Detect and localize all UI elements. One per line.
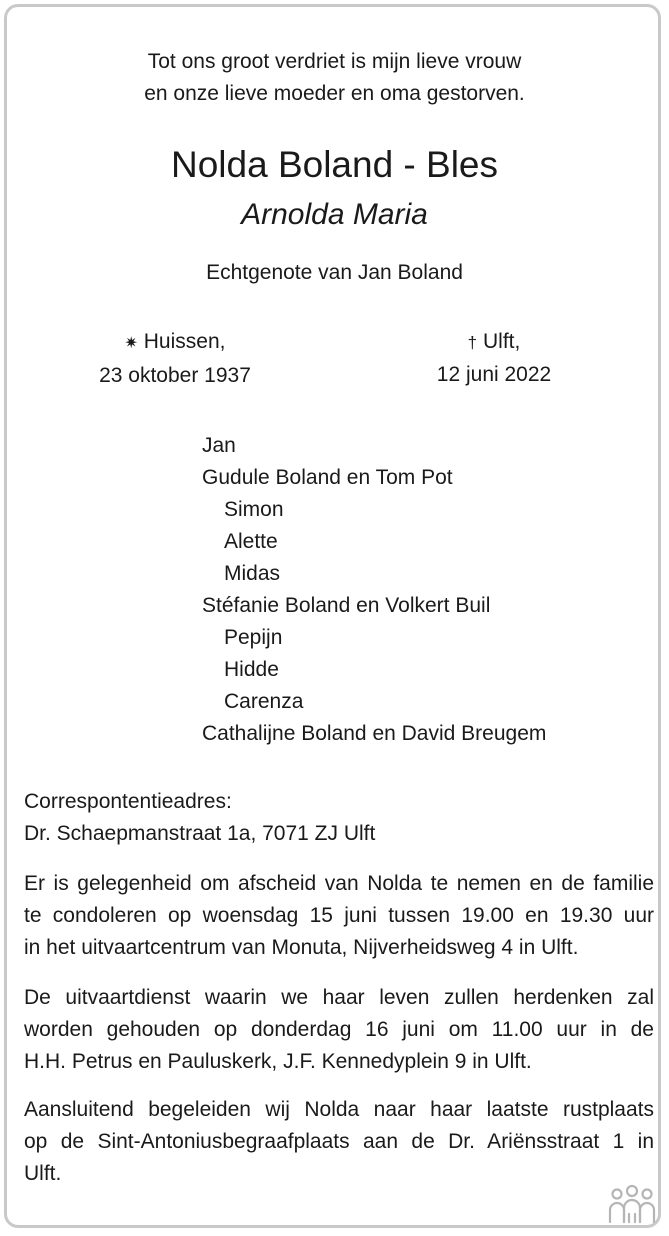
family-member: Hidde	[224, 658, 279, 681]
paragraph-line: Ulft.	[24, 1162, 62, 1185]
correspondence-address	[24, 786, 654, 850]
burial-paragraph	[24, 1094, 654, 1190]
condolence-paragraph	[24, 868, 654, 964]
family-list	[202, 430, 546, 750]
paragraph-line: in het uitvaartcentrum van Monuta, Nijverheidsweg 4 in Ulft.	[24, 936, 579, 959]
family-member: Simon	[224, 498, 284, 521]
family-member: Stéfanie Boland en Volkert Buil	[202, 594, 491, 617]
family-member: Gudule Boland en Tom Pot	[202, 466, 453, 489]
paragraph-line: op de Sint-Antoniusbegraafplaats aan de Dr. Ariënsstraat 1 in	[24, 1130, 654, 1153]
given-names: Arnolda Maria	[241, 198, 428, 231]
family-member: Alette	[224, 530, 278, 553]
deceased-name: Nolda Boland - Bles	[170, 144, 499, 185]
paragraph-line: te condoleren op woensdag 15 juni tussen 19.00 en 19.30 uur	[24, 904, 654, 927]
birth-place: Huissen,	[143, 330, 226, 353]
family-member: Cathalijne Boland en David Breugem	[202, 722, 547, 745]
service-paragraph	[24, 982, 654, 1078]
death-info	[364, 326, 624, 391]
family-member: Jan	[202, 434, 236, 457]
intro-line: Tot ons groot verdriet is mijn lieve vrouw	[147, 50, 522, 73]
birth-info	[45, 326, 305, 392]
intro-text	[0, 46, 669, 110]
paragraph-line: De uitvaartdienst waarin we haar leven zullen herdenken zal	[24, 986, 654, 1009]
paragraph-line: Aansluitend begeleiden wij Nolda naar haar laatste rustplaats	[24, 1098, 654, 1121]
paragraph-line: worden gehouden op donderdag 16 juni om 11.00 uur in de	[24, 1018, 654, 1041]
death-date: 12 juni 2022	[436, 363, 552, 386]
paragraph-line: Er is gelegenheid om afscheid van Nolda te nemen en de familie	[24, 872, 654, 895]
death-place: Ulft,	[482, 330, 521, 353]
star-icon: ✷	[124, 335, 138, 352]
birth-date: 23 oktober 1937	[99, 364, 251, 387]
address-label: Correspontentieadres:	[24, 790, 232, 813]
cross-icon: †	[467, 333, 478, 352]
address-value: Dr. Schaepmanstraat 1a, 7071 ZJ Ulft	[24, 822, 376, 845]
intro-line: en onze lieve moeder en oma gestorven.	[144, 82, 525, 105]
family-member: Midas	[224, 562, 281, 585]
family-member: Carenza	[224, 690, 304, 713]
family-member: Pepijn	[224, 626, 283, 649]
paragraph-line: H.H. Petrus en Pauluskerk, J.F. Kennedyplein 9 in Ulft.	[24, 1050, 532, 1073]
spouse-line: Echtgenote van Jan Boland	[206, 261, 463, 284]
family-icon	[607, 1184, 657, 1224]
